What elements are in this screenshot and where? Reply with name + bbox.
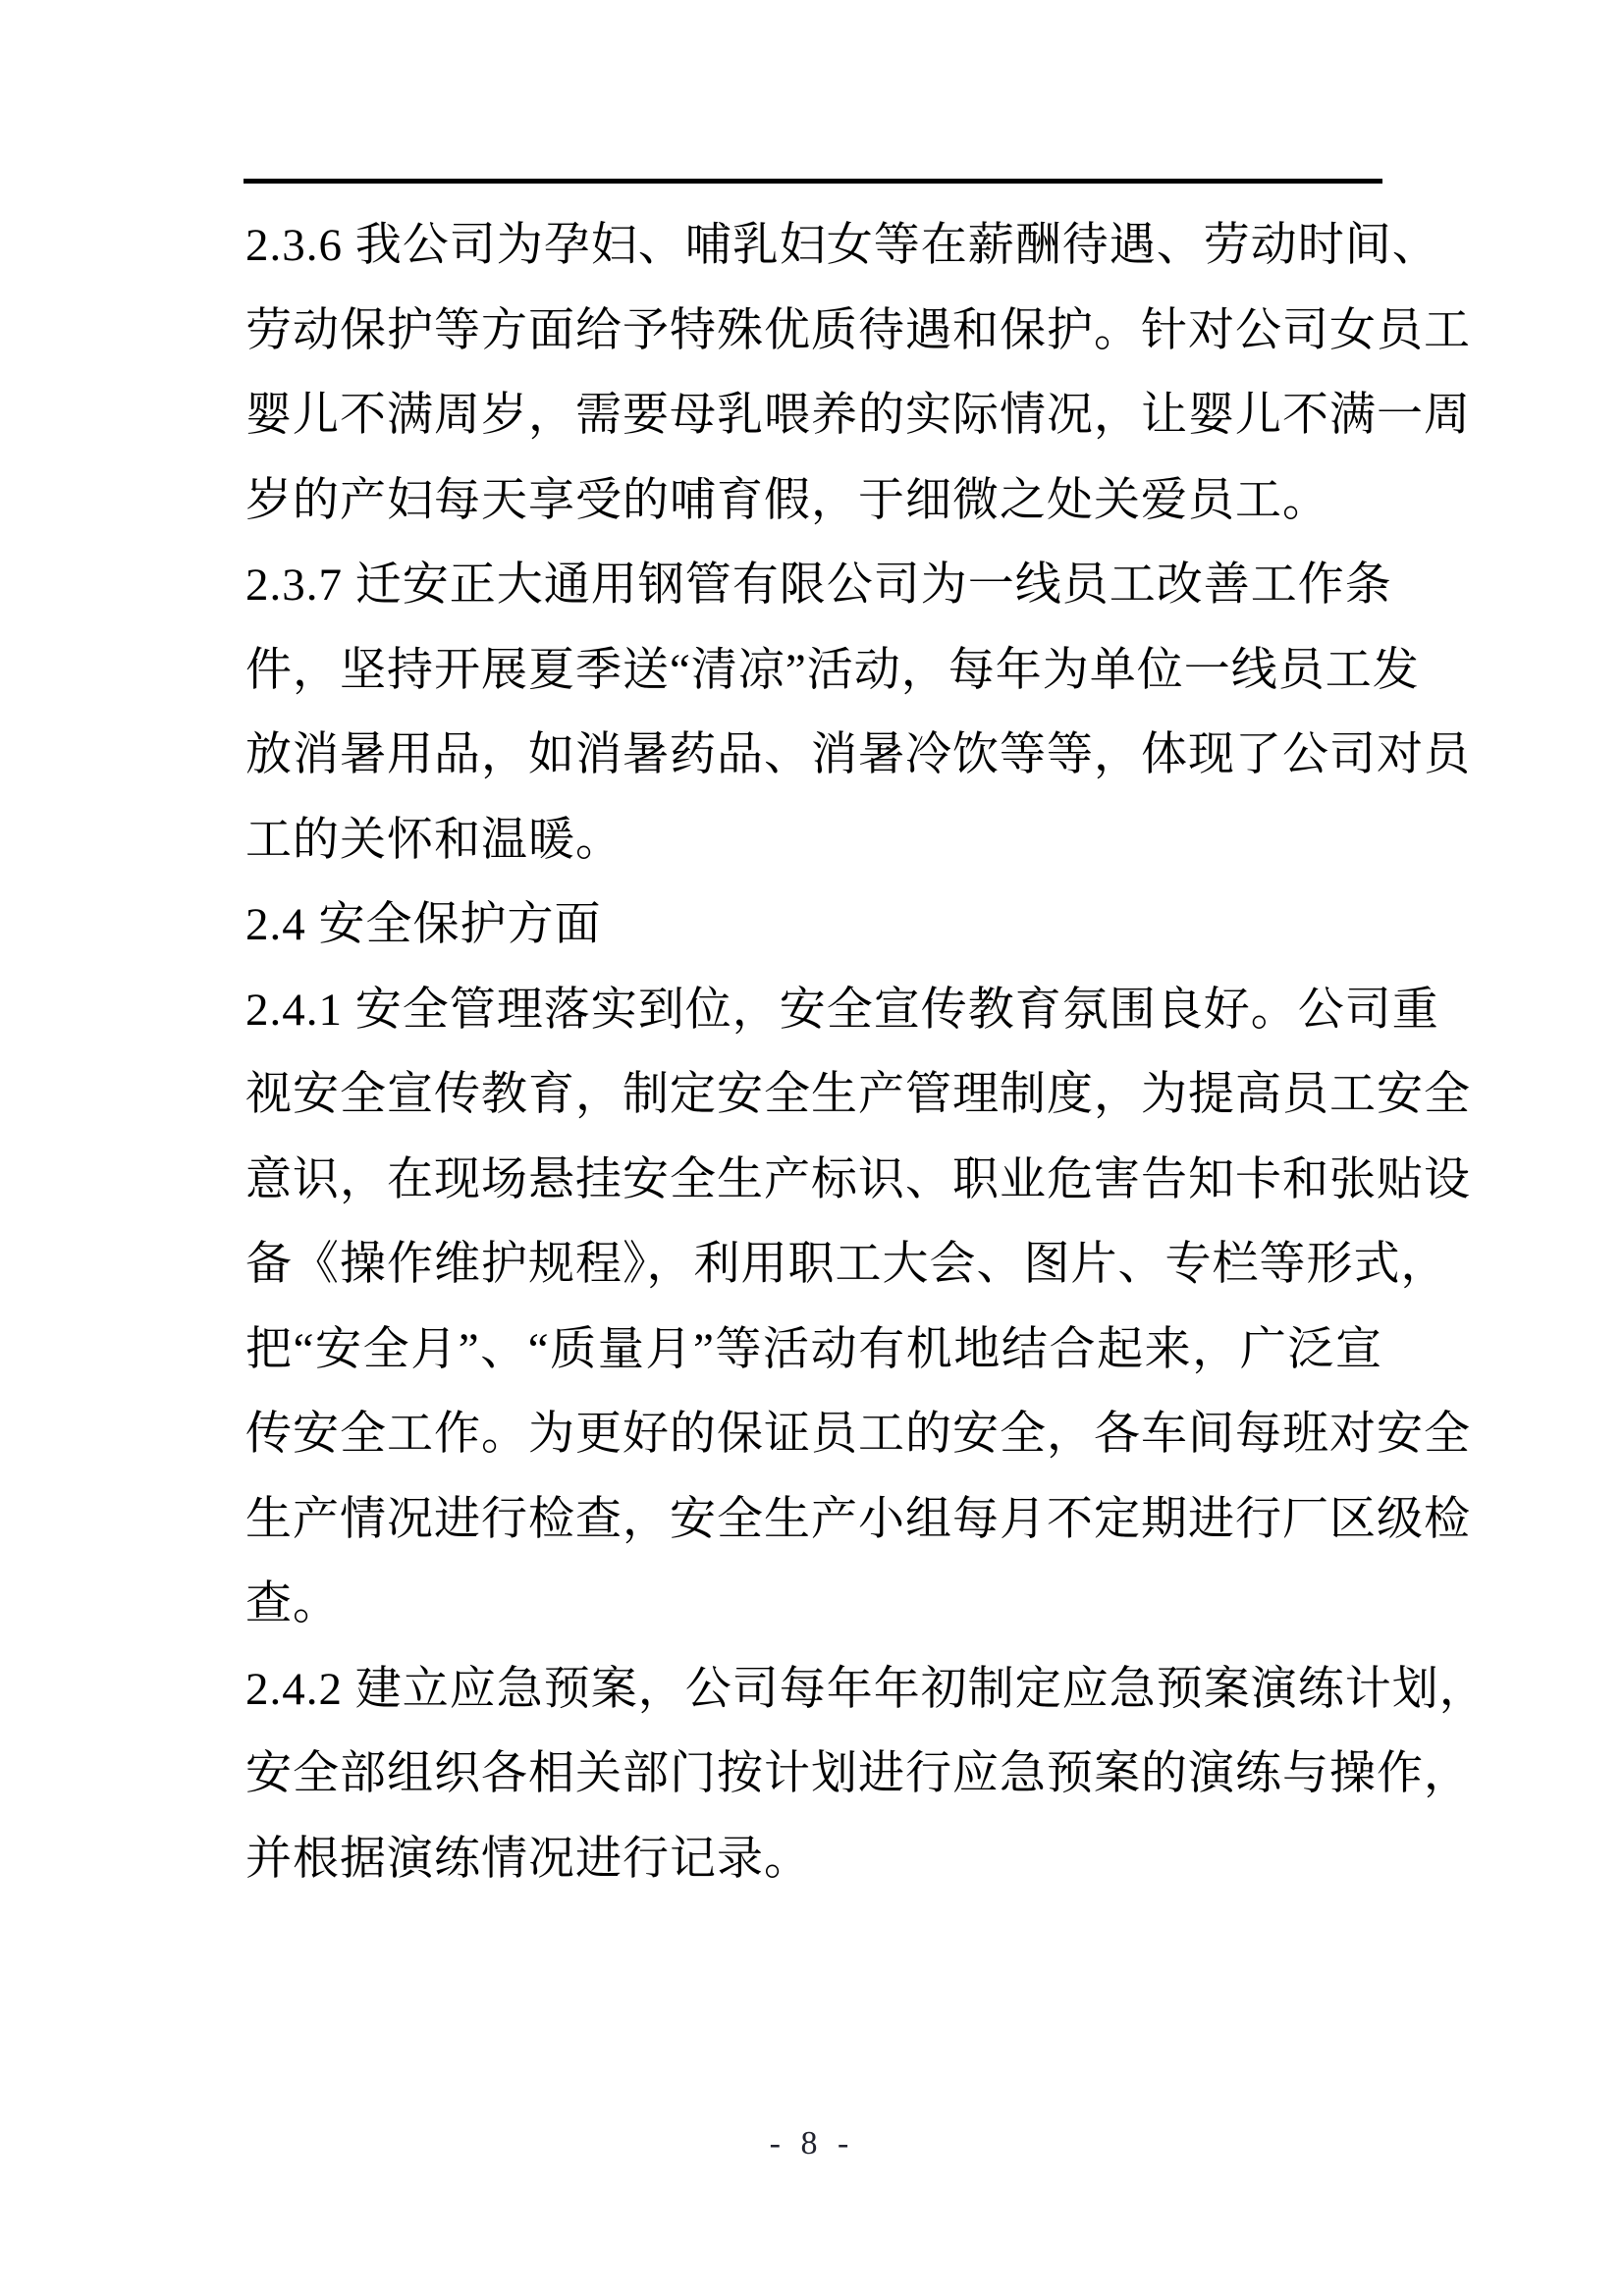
text-line: 安全部组织各相关部门按计划进行应急预案的演练与操作， [245,1748,1471,1799]
text-line: 件，坚持开展夏季送“清凉”活动，每年为单位一线员工发 [245,644,1420,696]
text-line: 传安全工作。为更好的保证员工的安全，各车间每班对安全 [245,1409,1471,1460]
document-body [245,203,1487,1901]
text-line: 岁的产妇每天享受的哺育假，于细微之处关爱员工。 [245,474,1329,526]
text-line: 把“安全月”、“质量月”等活动有机地结合起来，广泛宣 [245,1323,1382,1375]
text-line: 查。 [245,1578,340,1629]
text-line: 并根据演练情况进行记录。 [245,1833,811,1885]
page-number: - 8 - [769,2125,855,2162]
text-line: 劳动保护等方面给予特殊优质待遇和保护。针对公司女员工 [245,304,1471,356]
text-line: 2.3.7 迁安正大通用钢管有限公司为一线员工改善工作条 [245,560,1392,611]
header-rule [244,179,1382,184]
text-line: 婴儿不满周岁，需要母乳喂养的实际情况，让婴儿不满一周 [245,390,1471,441]
text-line: 视安全宣传教育，制定安全生产管理制度，为提高员工安全 [245,1069,1471,1120]
text-line: 生产情况进行检查，安全生产小组每月不定期进行厂区级检 [245,1493,1471,1545]
text-line: 意识，在现场悬挂安全生产标识、职业危害告知卡和张贴设 [245,1153,1471,1205]
text-line: 2.3.6 我公司为孕妇、哺乳妇女等在薪酬待遇、劳动时间、 [245,220,1439,271]
section-heading-line: 2.4 安全保护方面 [245,899,602,950]
text-line: 2.4.1 安全管理落实到位，安全宣传教育氛围良好。公司重 [245,984,1439,1036]
text-line: 2.4.2 建立应急预案，公司每年年初制定应急预案演练计划， [245,1663,1487,1715]
text-line: 放消暑用品，如消暑药品、消暑冷饮等等，体现了公司对员 [245,729,1471,780]
text-line: 工的关怀和温暖。 [245,814,623,866]
text-line: 备《操作维护规程》，利用职工大会、图片、专栏等形式， [245,1239,1448,1290]
